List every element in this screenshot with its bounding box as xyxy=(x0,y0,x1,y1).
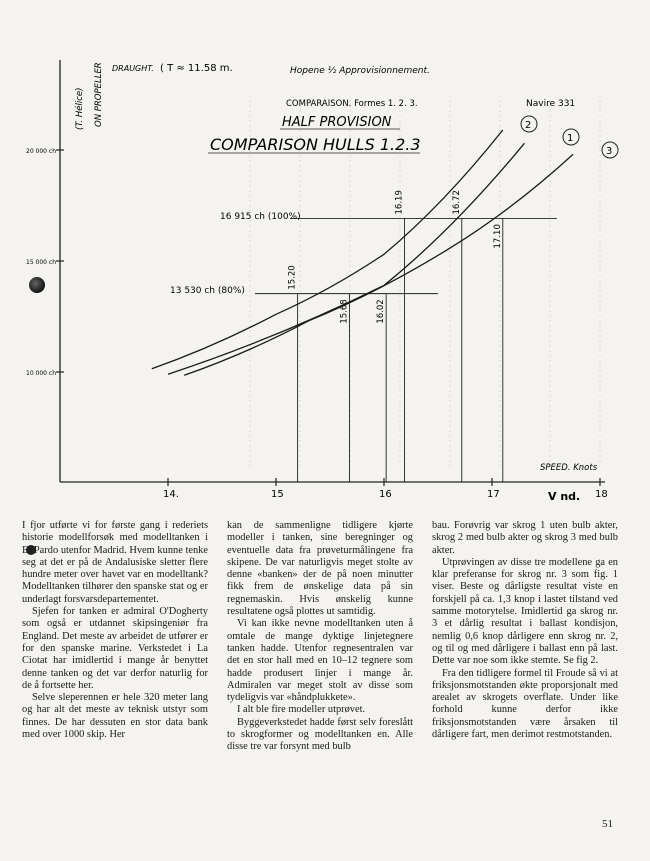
chart-subtitle: HALF PROVISION xyxy=(282,115,392,130)
paragraph: bau. Forøvrig var skrog 1 uten bulb akter, skrog 2 med bulb akter og skrog 3 med bulb akter. xyxy=(432,520,618,556)
navire-label: Navire 331 xyxy=(526,99,576,109)
article-column-2 xyxy=(227,520,413,754)
x-tick-label: 14. xyxy=(163,489,179,500)
comparison-header: COMPARAISON. Formes 1. 2. 3. xyxy=(286,99,418,109)
x-tick-label: 18 xyxy=(595,489,608,500)
draught-value: ( T ≈ 11.58 m. xyxy=(160,63,233,74)
binder-hole xyxy=(29,277,45,293)
x-tick-label: 15 xyxy=(271,489,284,500)
article-body xyxy=(22,520,620,805)
article-column-1 xyxy=(22,520,208,741)
paragraph: Selve sleperennen er hele 320 meter lang og har alt det meste av teknisk utstyr som finnes. De har dessuten en stor data bank med over 1000 skip. Her xyxy=(22,692,208,741)
annotation-80: 13 530 ch (80%) xyxy=(170,286,245,296)
speed-value-label: 15.68 xyxy=(339,299,350,324)
page-number: 51 xyxy=(602,818,613,830)
speed-value-label: 16.19 xyxy=(394,190,405,215)
hull-label-3 xyxy=(602,142,618,158)
chart-title: COMPARISON HULLS 1.2.3 xyxy=(210,135,421,154)
y-axis-sublabel: (T. Hélice) xyxy=(75,87,85,130)
hull-1-curve xyxy=(168,143,524,374)
paragraph: Utprøvingen av disse tre modellene ga en klar preferanse for skrog nr. 3 som fig. 1 viser. Beste og dårligste resultat viste en forskjell på ca. 1,3 knop i lastet tilstand ved samme motorytelse. Imidlertid ga skrog nr. 3 et dårlig resultat i ballast kondisjon, nemlig 0,6 knop dårligere enn skrog nr. 2, og til og med dårligere i ballast enn på last. Dette var noe som ikke stemte. Se fig 2. xyxy=(432,556,618,667)
paragraph: Byggeverkstedet hadde først selv foreslått to skrogformer og modelltanken en. Alle disse tre var forsynt med bulb xyxy=(227,716,413,753)
speed-value-label: 17.10 xyxy=(492,224,503,249)
speed-value-label: 16.72 xyxy=(451,190,462,215)
speed-value-label: 15.20 xyxy=(287,265,298,290)
trim-note: Hopene ½ Approvisionnement. xyxy=(290,66,430,76)
x-tick-label: 17 xyxy=(487,489,500,500)
annotation-100: 16 915 ch (100%) xyxy=(220,212,301,222)
hull-label-1 xyxy=(563,129,579,145)
hull-3-curve xyxy=(184,154,573,375)
hull-label-2-text: 2 xyxy=(525,120,532,131)
paragraph: kan de sammenligne tidligere kjørte modeller i tanken, sine beregninger og eventuelle data fra prøveturmålingene fra skipene. De var naturligvis meget stolte av denne «banken» der de på noen minutter fikk frem de ønskelige data på sin regnemaskin. Hvis ønskelig kunne resultatene også plottes ut samtidig. xyxy=(227,520,413,618)
paragraph: I alt ble fire modeller utprøvet. xyxy=(237,704,366,716)
paragraph: Vi kan ikke nevne modelltanken uten å omtale de mange dyktige linjetegnere tanken hadde. Utenfor regnesentralen var det en stor hall med en 10–12 tegnere som hadde produsert linjer i mange år. Admiralen var meget stolt av disse som tydeligvis var «håndplukkete». xyxy=(227,618,413,704)
article-column-3 xyxy=(432,520,618,741)
y-tick-label: 20 000 ch xyxy=(26,148,57,155)
paragraph: Fra den tidligere formel til Froude så vi at friksjonsmotstanden økte proporsjonalt med arealet av skrogets overflate. Under like forhold kunne derfor ikke friksjonsmotstanden være årsaken til dårligere fart, men derimot restmotstanden. xyxy=(432,667,618,741)
x-tick-label: 16 xyxy=(379,489,392,500)
hull-label-3-text: 3 xyxy=(606,146,613,157)
draught-label: DRAUGHT. xyxy=(112,64,154,73)
y-tick-label: 10 000 ch xyxy=(26,370,57,377)
speed-value-label: 16.02 xyxy=(376,299,387,324)
v-label: V nd. xyxy=(548,490,581,503)
y-tick-label: 15 000 ch xyxy=(26,259,57,266)
paragraph: I fjor utførte vi for første gang i rederiets historie modellforsøk med modelltanken i El Pardo utenfor Madrid. Hvem kunne tenke seg at det er på de Andalusiske sletter flere hundre meter over havet var en modelltank? Modelltanken tilhører den spanske stat og er underlagt forsvarsdepartementet. xyxy=(22,520,208,605)
paragraph: Sjefen for tanken er admiral O'Dogherty som også er utdannet skipsingeniør fra England. Det meste av arbeidet de utfører er for den spanske marine. Verkstedet i La Ciotat har imidlertid i mange år benyttet denne tanken og det var derfor naturlig for de å fortsette her. xyxy=(22,606,208,691)
y-axis-label: ON PROPELLER xyxy=(94,62,104,127)
hull-label-1-text: 1 xyxy=(567,133,574,144)
hull-label-2 xyxy=(521,116,537,132)
speed-label: SPEED. Knots xyxy=(540,463,598,473)
